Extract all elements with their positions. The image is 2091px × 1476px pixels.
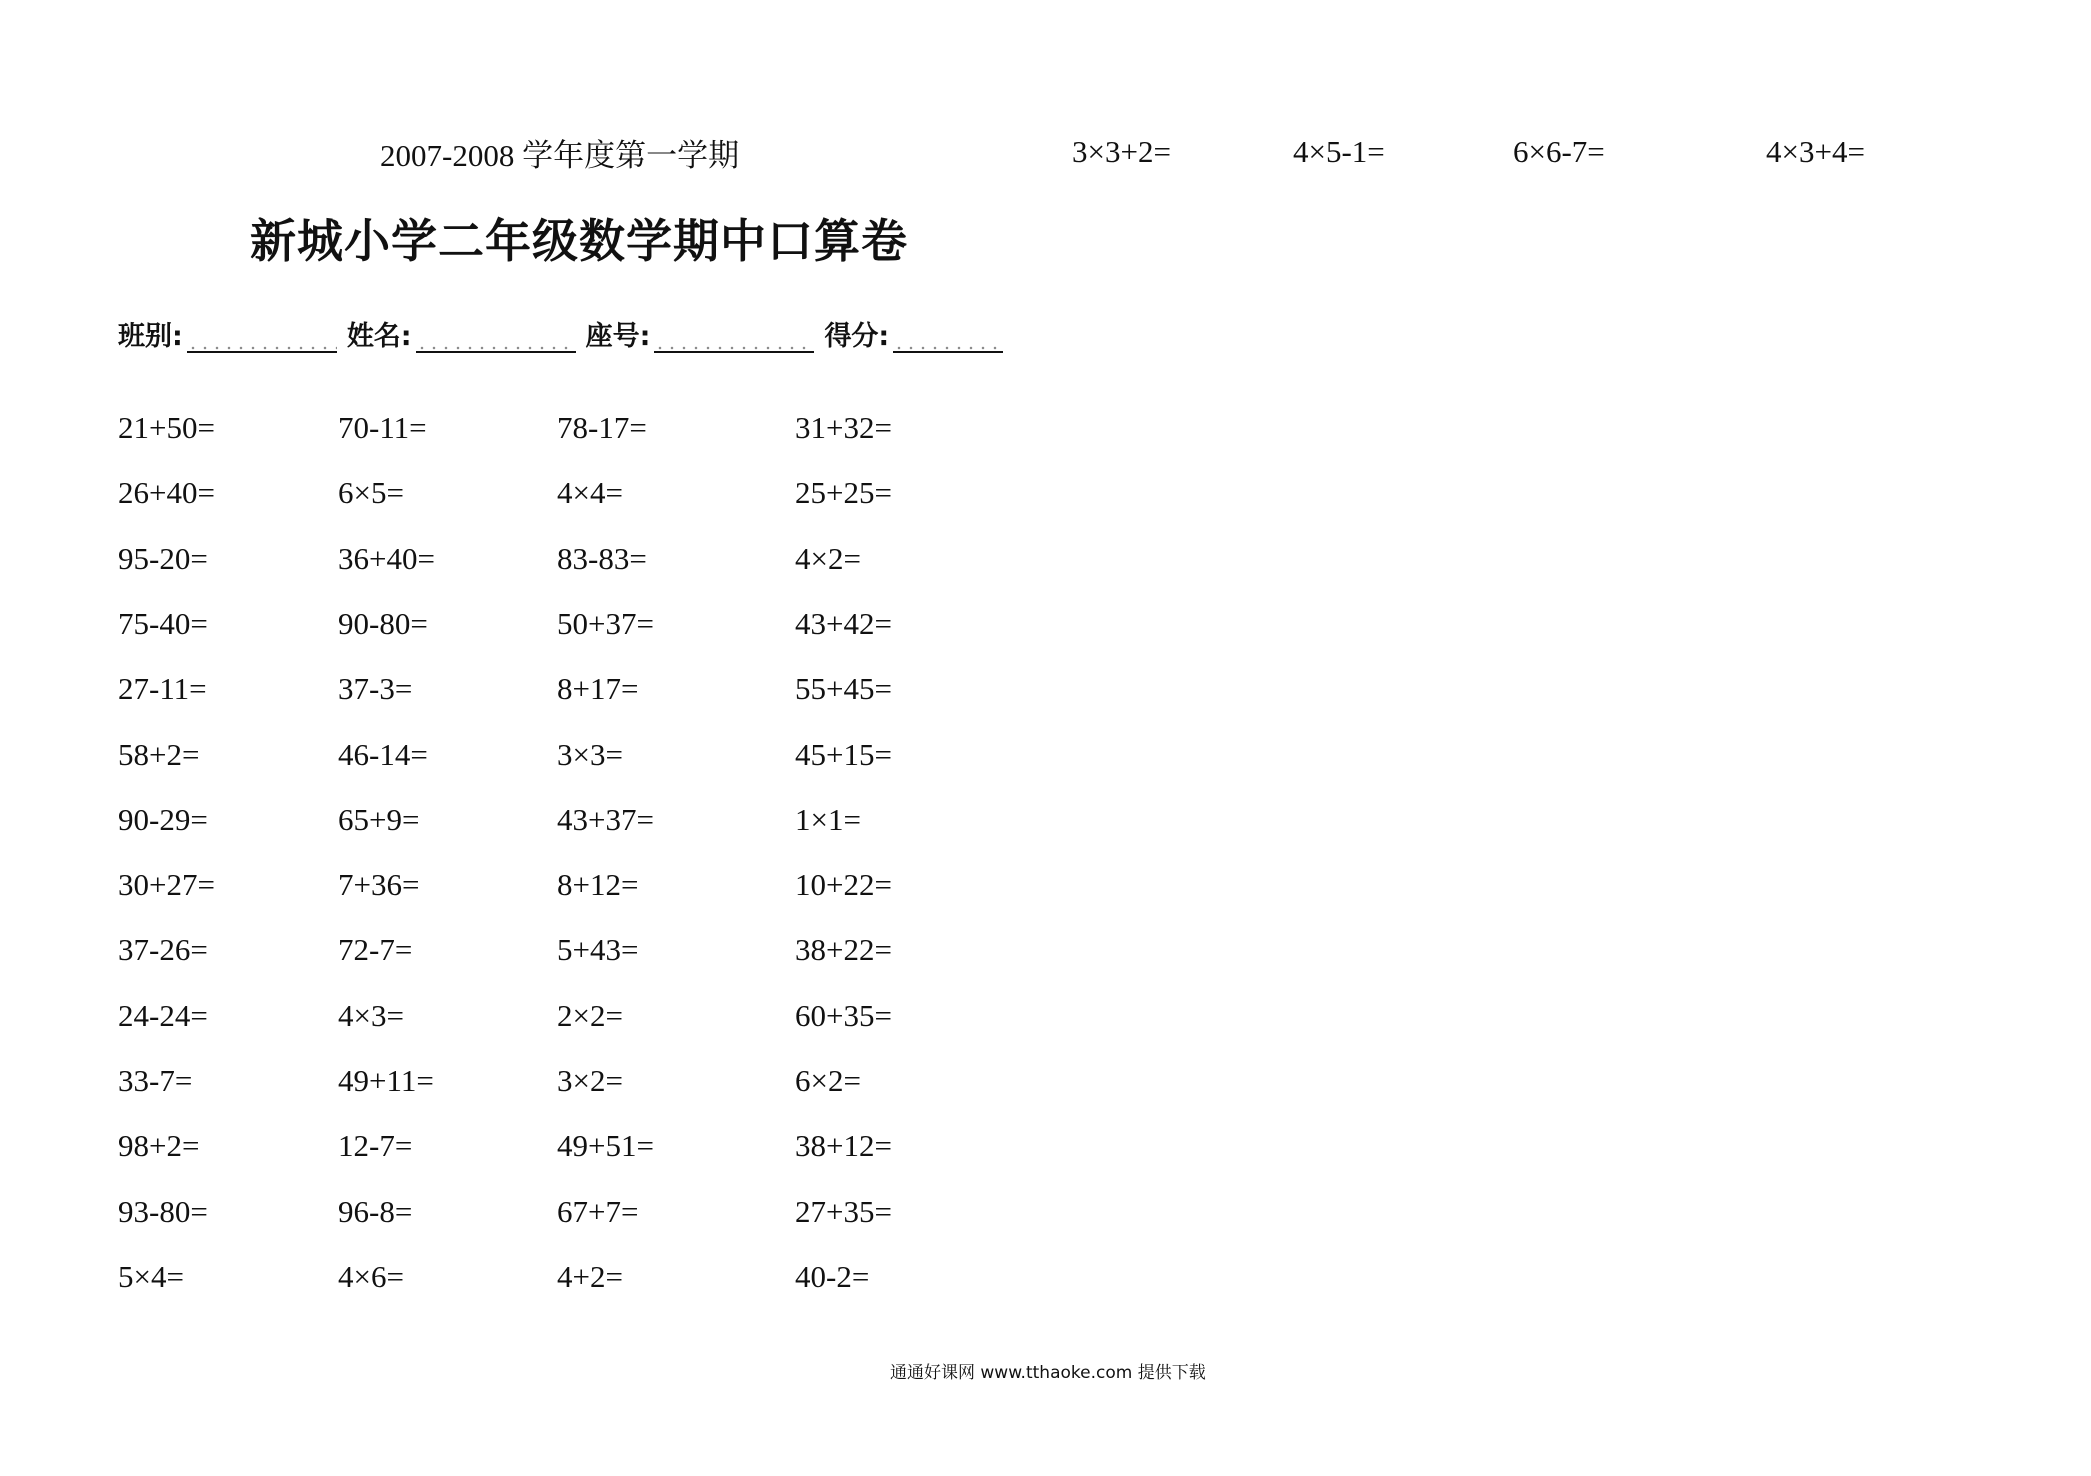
problem-item: 83-83= — [557, 541, 647, 576]
problem-item: 65+9= — [338, 802, 420, 837]
problem-item: 12-7= — [338, 1128, 413, 1163]
problem-item: 67+7= — [557, 1194, 639, 1229]
problem-item: 5×4= — [118, 1259, 184, 1294]
problem-item: 27+35= — [795, 1194, 892, 1229]
top-problem: 4×5-1= — [1293, 134, 1385, 169]
problem-item: 7+36= — [338, 867, 420, 902]
problem-item: 60+35= — [795, 998, 892, 1033]
student-info-row — [118, 314, 1013, 353]
problem-item: 90-29= — [118, 802, 208, 837]
problem-item: 38+22= — [795, 932, 892, 967]
problem-item: 37-26= — [118, 932, 208, 967]
problem-item: 4×4= — [557, 475, 623, 510]
top-problem: 6×6-7= — [1513, 134, 1605, 169]
problem-item: 6×5= — [338, 475, 404, 510]
problem-item: 49+11= — [338, 1063, 434, 1098]
problem-item: 36+40= — [338, 541, 435, 576]
score-blank[interactable] — [893, 321, 1003, 353]
footer-credit: 通通好课网 www.tthaoke.com 提供下载 — [890, 1363, 1206, 1383]
problem-item: 3×3= — [557, 737, 623, 772]
problem-item: 3×2= — [557, 1063, 623, 1098]
seat-blank[interactable] — [654, 321, 814, 353]
problem-item: 27-11= — [118, 671, 207, 706]
problem-item: 30+27= — [118, 867, 215, 902]
semester-subtitle: 2007-2008 学年度第一学期 — [380, 138, 740, 173]
problem-item: 8+17= — [557, 671, 639, 706]
problem-item: 40-2= — [795, 1259, 870, 1294]
problem-item: 10+22= — [795, 867, 892, 902]
top-problem: 4×3+4= — [1766, 134, 1865, 169]
problem-item: 75-40= — [118, 606, 208, 641]
problem-item: 25+25= — [795, 475, 892, 510]
problem-item: 33-7= — [118, 1063, 193, 1098]
problem-item: 6×2= — [795, 1063, 861, 1098]
seat-label: 座号: — [585, 321, 651, 352]
problem-item: 55+45= — [795, 671, 892, 706]
problem-item: 2×2= — [557, 998, 623, 1033]
problem-item: 4×2= — [795, 541, 861, 576]
problem-item: 93-80= — [118, 1194, 208, 1229]
problem-item: 45+15= — [795, 737, 892, 772]
top-problem: 3×3+2= — [1072, 134, 1171, 169]
problem-item: 24-24= — [118, 998, 208, 1033]
problem-item: 46-14= — [338, 737, 428, 772]
name-label: 姓名: — [346, 321, 412, 352]
class-blank[interactable] — [187, 321, 337, 353]
problem-item: 4×3= — [338, 998, 404, 1033]
problem-item: 70-11= — [338, 410, 427, 445]
problem-item: 5+43= — [557, 932, 639, 967]
problem-item: 72-7= — [338, 932, 413, 967]
score-label: 得分: — [824, 321, 890, 352]
page-title: 新城小学二年级数学期中口算卷 — [250, 214, 908, 268]
problem-item: 37-3= — [338, 671, 413, 706]
problem-item: 78-17= — [557, 410, 647, 445]
problem-item: 31+32= — [795, 410, 892, 445]
problem-item: 90-80= — [338, 606, 428, 641]
problem-item: 98+2= — [118, 1128, 200, 1163]
problem-item: 49+51= — [557, 1128, 654, 1163]
problem-item: 1×1= — [795, 802, 861, 837]
problem-item: 4×6= — [338, 1259, 404, 1294]
problem-item: 21+50= — [118, 410, 215, 445]
problem-item: 43+42= — [795, 606, 892, 641]
class-label: 班别: — [118, 321, 183, 352]
problem-item: 95-20= — [118, 541, 208, 576]
problem-item: 8+12= — [557, 867, 639, 902]
problem-item: 96-8= — [338, 1194, 413, 1229]
problem-item: 4+2= — [557, 1259, 623, 1294]
problem-item: 26+40= — [118, 475, 215, 510]
name-blank[interactable] — [416, 321, 576, 353]
problem-item: 38+12= — [795, 1128, 892, 1163]
problem-item: 58+2= — [118, 737, 200, 772]
problem-item: 43+37= — [557, 802, 654, 837]
problem-item: 50+37= — [557, 606, 654, 641]
